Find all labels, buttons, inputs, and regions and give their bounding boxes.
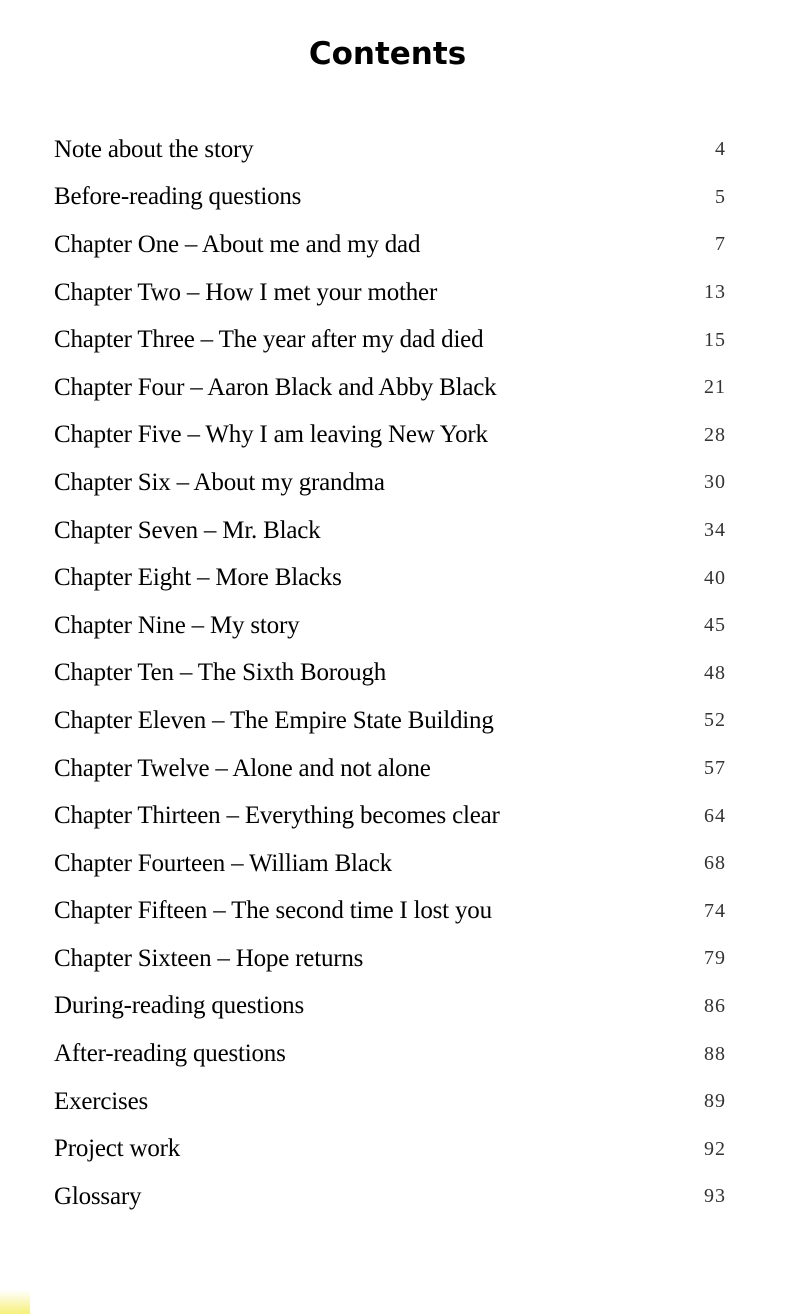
- entry-page-number: 13: [704, 281, 726, 304]
- entry-page-number: 93: [704, 1185, 726, 1208]
- contents-entry[interactable]: [54, 1078, 726, 1126]
- entry-page-number: 79: [704, 947, 726, 970]
- entry-page-number: 21: [704, 376, 726, 399]
- entry-title: Before-reading questions: [54, 183, 302, 211]
- entry-page-number: 7: [715, 233, 726, 256]
- contents-entry[interactable]: [54, 174, 726, 222]
- entry-title: Chapter Ten – The Sixth Borough: [54, 659, 387, 687]
- contents-entry[interactable]: [54, 412, 726, 460]
- entry-page-number: 28: [704, 423, 726, 446]
- contents-entry[interactable]: [54, 745, 726, 793]
- contents-entry[interactable]: [54, 221, 726, 269]
- entry-title: Chapter Seven – Mr. Black: [54, 516, 321, 544]
- entry-title: Glossary: [54, 1182, 142, 1210]
- contents-entry[interactable]: [54, 888, 726, 936]
- entry-page-number: 88: [704, 1042, 726, 1065]
- entry-title: Chapter Nine – My story: [54, 611, 300, 639]
- contents-entry[interactable]: [54, 554, 726, 602]
- entry-page-number: 68: [704, 852, 726, 875]
- entry-title: Chapter Fourteen – William Black: [54, 849, 392, 877]
- entry-title: Chapter Fifteen – The second time I lost you: [54, 897, 492, 925]
- entry-page-number: 92: [704, 1137, 726, 1160]
- entry-page-number: 15: [704, 328, 726, 351]
- entry-page-number: 64: [704, 804, 726, 827]
- entry-title: During-reading questions: [54, 992, 305, 1020]
- entry-title: After-reading questions: [54, 1040, 286, 1068]
- entry-title: Chapter Eight – More Blacks: [54, 564, 342, 592]
- entry-title: Chapter Eleven – The Empire State Building: [54, 706, 494, 734]
- page-edge-highlight: [0, 1290, 30, 1314]
- entry-page-number: 48: [704, 661, 726, 684]
- entry-page-number: 5: [715, 185, 726, 208]
- entry-page-number: 52: [704, 709, 726, 732]
- entry-page-number: 74: [704, 899, 726, 922]
- contents-entry[interactable]: [54, 269, 726, 317]
- contents-list: [54, 126, 726, 1221]
- entry-title: Project work: [54, 1135, 181, 1163]
- entry-title: Chapter Five – Why I am leaving New York: [54, 421, 488, 449]
- entry-title: Chapter Three – The year after my dad died: [54, 326, 484, 354]
- contents-entry[interactable]: [54, 126, 726, 174]
- contents-entry[interactable]: [54, 1125, 726, 1173]
- page-title: Contents: [308, 36, 467, 72]
- contents-entry[interactable]: [54, 650, 726, 698]
- contents-entry[interactable]: [54, 983, 726, 1031]
- contents-entry[interactable]: [54, 697, 726, 745]
- entry-title: Note about the story: [54, 135, 254, 163]
- contents-entry[interactable]: [54, 935, 726, 983]
- entry-page-number: 57: [704, 757, 726, 780]
- entry-page-number: 45: [704, 614, 726, 637]
- entry-title: Chapter Sixteen – Hope returns: [54, 944, 364, 972]
- entry-title: Chapter One – About me and my dad: [54, 230, 421, 258]
- contents-entry[interactable]: [54, 1030, 726, 1078]
- entry-title: Chapter Four – Aaron Black and Abby Black: [54, 373, 497, 401]
- contents-entry[interactable]: [54, 602, 726, 650]
- entry-title: Chapter Two – How I met your mother: [54, 278, 438, 306]
- entry-page-number: 34: [704, 519, 726, 542]
- contents-entry[interactable]: [54, 364, 726, 412]
- entry-title: Chapter Thirteen – Everything becomes clear: [54, 802, 500, 830]
- entry-page-number: 89: [704, 1090, 726, 1113]
- entry-page-number: 86: [704, 994, 726, 1017]
- contents-entry[interactable]: [54, 459, 726, 507]
- contents-entry[interactable]: [54, 1173, 726, 1221]
- entry-title: Chapter Twelve – Alone and not alone: [54, 754, 431, 782]
- contents-entry[interactable]: [54, 507, 726, 555]
- entry-title: Chapter Six – About my grandma: [54, 468, 385, 496]
- entry-page-number: 30: [704, 471, 726, 494]
- contents-entry[interactable]: [54, 792, 726, 840]
- contents-entry[interactable]: [54, 316, 726, 364]
- contents-entry[interactable]: [54, 840, 726, 888]
- entry-page-number: 4: [715, 138, 726, 161]
- entry-page-number: 40: [704, 566, 726, 589]
- entry-title: Exercises: [54, 1087, 148, 1115]
